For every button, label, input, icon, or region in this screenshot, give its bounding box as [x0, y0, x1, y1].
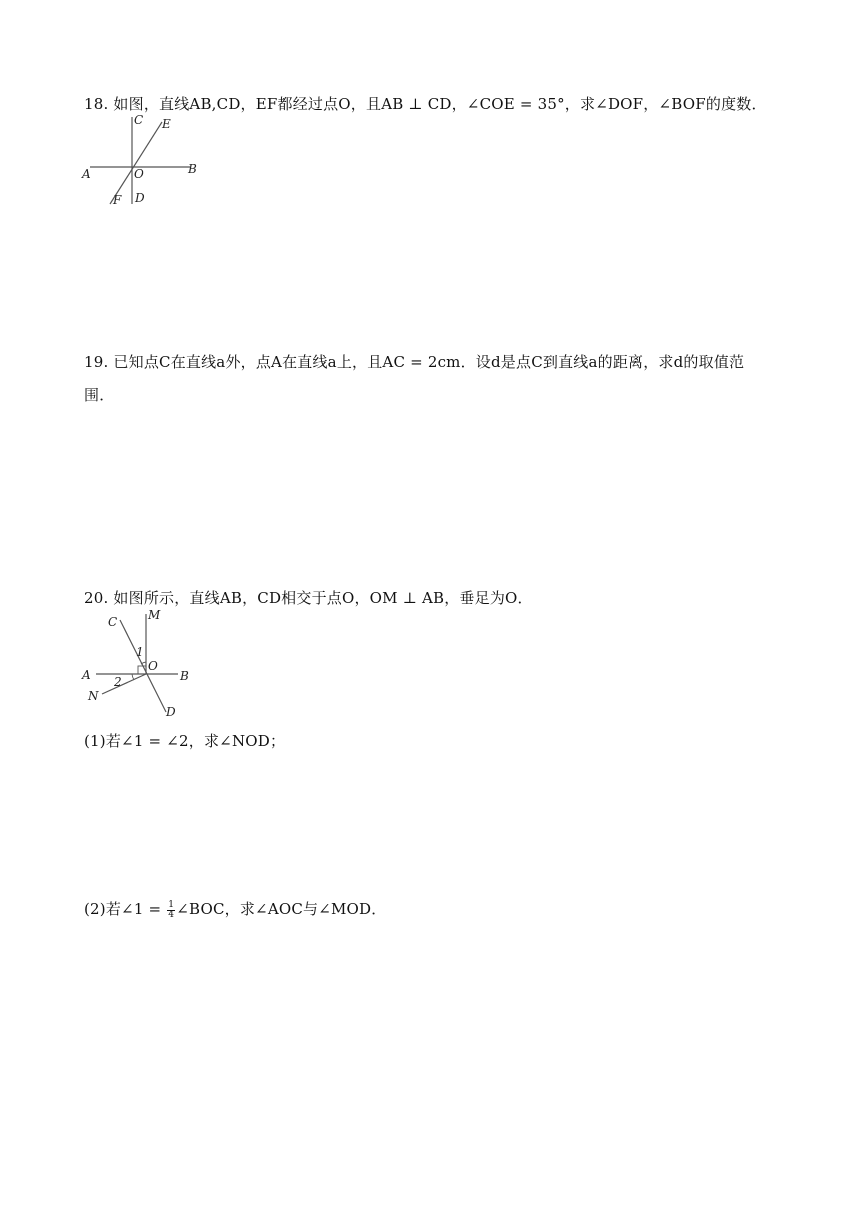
label-c: C: [108, 615, 118, 629]
part-2-suffix: ∠BOC，求∠AOC与∠MOD．: [176, 900, 387, 918]
label-b: B: [188, 162, 197, 176]
label-m: M: [148, 608, 161, 622]
question-20-figure: [78, 604, 208, 726]
part-2-prefix: (2)若∠1 =: [84, 900, 167, 918]
label-1: 1: [136, 645, 144, 659]
label-o: O: [134, 167, 144, 181]
label-a: A: [82, 668, 91, 682]
fraction-one-quarter: [167, 901, 175, 920]
label-c: C: [134, 113, 144, 127]
fraction-denominator: 4: [168, 909, 175, 920]
question-19-line-2: 围．: [84, 386, 115, 404]
question-20-part-1: (1)若∠1 = ∠2，求∠NOD；: [84, 732, 286, 750]
label-n: N: [88, 689, 99, 703]
line-on: [102, 674, 146, 694]
angle-2-arc: [132, 674, 134, 680]
question-19-line-1: 19. 已知点C在直线a外，点A在直线a上，且AC = 2cm．设d是点C到直线a的距离，求d的取值范: [84, 353, 745, 371]
label-e: E: [162, 117, 171, 131]
label-d: D: [166, 705, 176, 719]
label-o: O: [148, 659, 158, 673]
label-d: D: [135, 191, 145, 205]
question-20-text: 20. 如图所示，直线AB，CD相交于点O，OM ⊥ AB，垂足为O．: [84, 589, 533, 607]
label-f: F: [113, 193, 122, 207]
fraction-numerator: 1: [168, 899, 175, 910]
question-18-figure: [80, 112, 210, 216]
question-20-part-2: [84, 899, 386, 920]
question-18-text: 18. 如图，直线AB,CD，EF都经过点O，且AB ⊥ CD，∠COE = 35°，求∠DOF，∠BOF的度数．: [84, 95, 767, 113]
label-a: A: [82, 167, 91, 181]
label-2: 2: [114, 675, 122, 689]
label-b: B: [180, 669, 189, 683]
